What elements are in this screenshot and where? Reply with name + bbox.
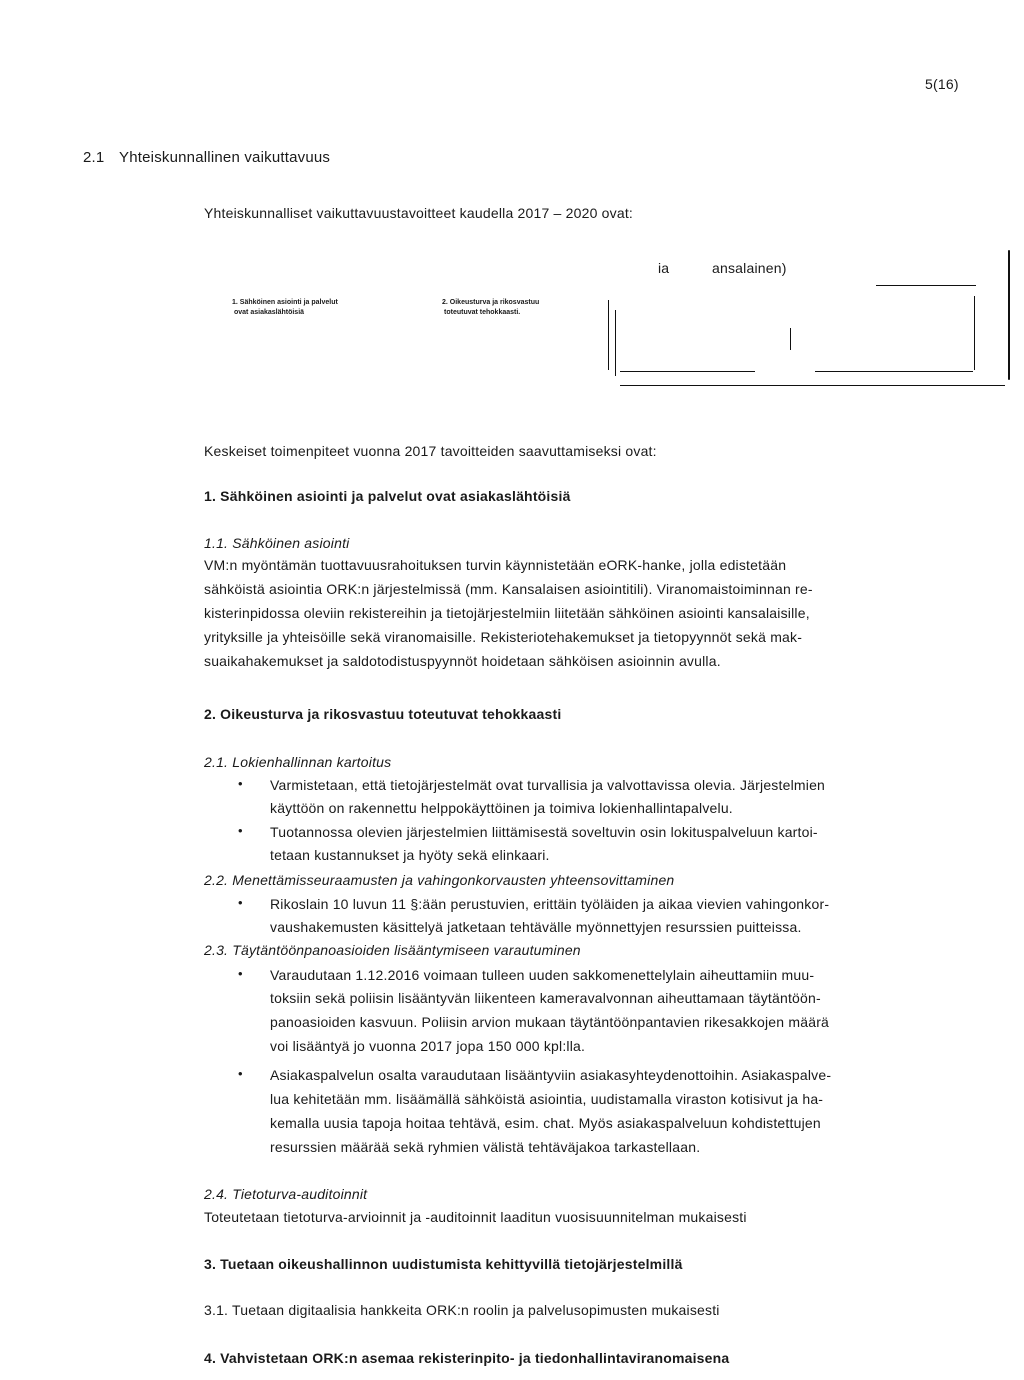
s21-b1-line: käyttöön on rakennettu helppokäyttöinen ja toimiva lokienhallintapalvelu.	[270, 800, 733, 816]
diagram-box2-line1: 2. Oikeusturva ja rikosvastuu	[442, 299, 540, 306]
bullet-icon: •	[238, 966, 243, 981]
diagram-box1-line2: ovat asiakaslähtöisiä	[234, 309, 305, 316]
s23-b1-line: panoasioiden kasvuun. Poliisin arvion mukaan täytäntöönpantavien rikesakkojen määrä	[270, 1014, 830, 1030]
s24-title: 2.4. Tietoturva-auditoinnit	[204, 1186, 368, 1202]
diagram-fragment-b: ansalainen)	[712, 260, 787, 276]
goal1-heading: 1. Sähköinen asiointi ja palvelut ovat asiakaslähtöisiä	[204, 488, 571, 504]
s23-b1-line: Varaudutaan 1.12.2016 voimaan tulleen uuden sakkomenettelylain aiheuttamiin muu-	[270, 967, 815, 983]
bullet-icon: •	[238, 776, 243, 791]
section-title: Yhteiskunnallinen vaikuttavuus	[119, 149, 331, 166]
goal1-line: suaikahakemukset ja saldotodistuspyynnöt hoidetaan sähköisen asioinnin avulla.	[204, 653, 721, 669]
measures-intro: Keskeiset toimenpiteet vuonna 2017 tavoitteiden saavuttamiseksi ovat:	[204, 443, 657, 459]
s23-b2-line: lua kehitetään mm. lisäämällä sähköistä asiointia, uudistamalla viraston kotisivut ja ha-	[270, 1091, 824, 1107]
s23-b1-line: voi lisääntyä jo vuonna 2017 jopa 150 000 kpl:lla.	[270, 1038, 586, 1054]
diagram-line	[876, 285, 976, 286]
s22-title: 2.2. Menettämisseuraamusten ja vahingonkorvausten yhteensovittaminen	[204, 872, 675, 888]
s24-text: Toteutetaan tietoturva-arvioinnit ja -auditoinnit laaditun vuosisuunnitelman mukaisesti	[204, 1209, 747, 1225]
s21-b1-line: Varmistetaan, että tietojärjestelmät ovat turvallisia ja valvottavissa olevia. Järjestelmien	[270, 777, 826, 793]
goal1-line: yrityksille ja yhteisöille sekä viranomaisille. Rekisteriotehakemukset ja tietopyynnöt sekä mak-	[204, 629, 803, 645]
s22-b1-line: vaushakemusten käsittelyä jatketaan tehtävälle myönnettyjen resurssien puitteissa.	[270, 919, 802, 935]
diagram-line	[615, 310, 616, 376]
s22-b1-line: Rikoslain 10 luvun 11 §:ään perustuvien, erittäin työläiden ja aikaa vievien vahingonkor-	[270, 896, 830, 912]
intro-text: Yhteiskunnalliset vaikuttavuustavoitteet kaudella 2017 – 2020 ovat:	[204, 205, 634, 221]
diagram-line	[620, 385, 1005, 386]
goal1-line: VM:n myöntämän tuottavuusrahoituksen turvin käynnistetään eORK-hanke, jolla edistetään	[204, 557, 787, 573]
s31-text: 3.1. Tuetaan digitaalisia hankkeita ORK:n roolin ja palvelusopimusten mukaisesti	[204, 1302, 720, 1318]
diagram-box1-line1: 1. Sähköinen asiointi ja palvelut	[232, 299, 338, 306]
s23-b2-line: kemalla uusia tapoja hoitaa tehtävä, esim. chat. Myös asiakaspalveluun kohdistettujen	[270, 1115, 821, 1131]
diagram-line	[1008, 250, 1010, 380]
diagram-line	[974, 296, 975, 370]
s21-b2-line: Tuotannossa olevien järjestelmien liittämisestä soveltuvin osin lokituspalveluun kartoi-	[270, 824, 818, 840]
diagram-line	[608, 300, 609, 370]
s23-b1-line: toksiin sekä poliisin lisääntyvän liikenteen kameravalvonnan aiheuttamaan täytäntöön-	[270, 990, 821, 1006]
diagram-line	[790, 328, 791, 350]
goal3-heading: 3. Tuetaan oikeushallinnon uudistumista kehittyvillä tietojärjestelmillä	[204, 1256, 683, 1272]
s21-b2-line: tetaan kustannukset ja hyöty sekä elinkaari.	[270, 847, 550, 863]
goal1-line: sähköistä asiointia ORK:n järjestelmissä (mm. Kansalaisen asiointitili). Viranomaistoiminnan re-	[204, 581, 813, 597]
bullet-icon: •	[238, 1066, 243, 1081]
goal1-line: kisterinpidossa oleviin rekistereihin ja tietojärjestelmiin liitetään sähköinen asiointi kansalaisille,	[204, 605, 810, 621]
diagram-line	[620, 371, 755, 372]
goal4-heading: 4. Vahvistetaan ORK:n asemaa rekisterinpito- ja tiedonhallintaviranomaisena	[204, 1350, 730, 1366]
diagram-line	[815, 371, 973, 372]
goals-diagram	[200, 250, 1024, 400]
page-number: 5(16)	[925, 76, 959, 92]
bullet-icon: •	[238, 823, 243, 838]
section-number: 2.1	[83, 149, 105, 166]
goal1-subtitle: 1.1. Sähköinen asiointi	[204, 535, 350, 551]
s23-title: 2.3. Täytäntöönpanoasioiden lisääntymiseen varautuminen	[204, 942, 581, 958]
goal2-heading: 2. Oikeusturva ja rikosvastuu toteutuvat tehokkaasti	[204, 706, 562, 722]
s21-title: 2.1. Lokienhallinnan kartoitus	[204, 754, 392, 770]
diagram-fragment-a: ia	[658, 260, 670, 276]
diagram-box2-line2: toteutuvat tehokkaasti.	[444, 309, 521, 316]
s23-b2-line: Asiakaspalvelun osalta varaudutaan lisääntyviin asiakasyhteydenottoihin. Asiakaspalve-	[270, 1067, 832, 1083]
s23-b2-line: resurssien määrää sekä ryhmien välistä tehtäväjakoa tarkastellaan.	[270, 1139, 701, 1155]
bullet-icon: •	[238, 895, 243, 910]
